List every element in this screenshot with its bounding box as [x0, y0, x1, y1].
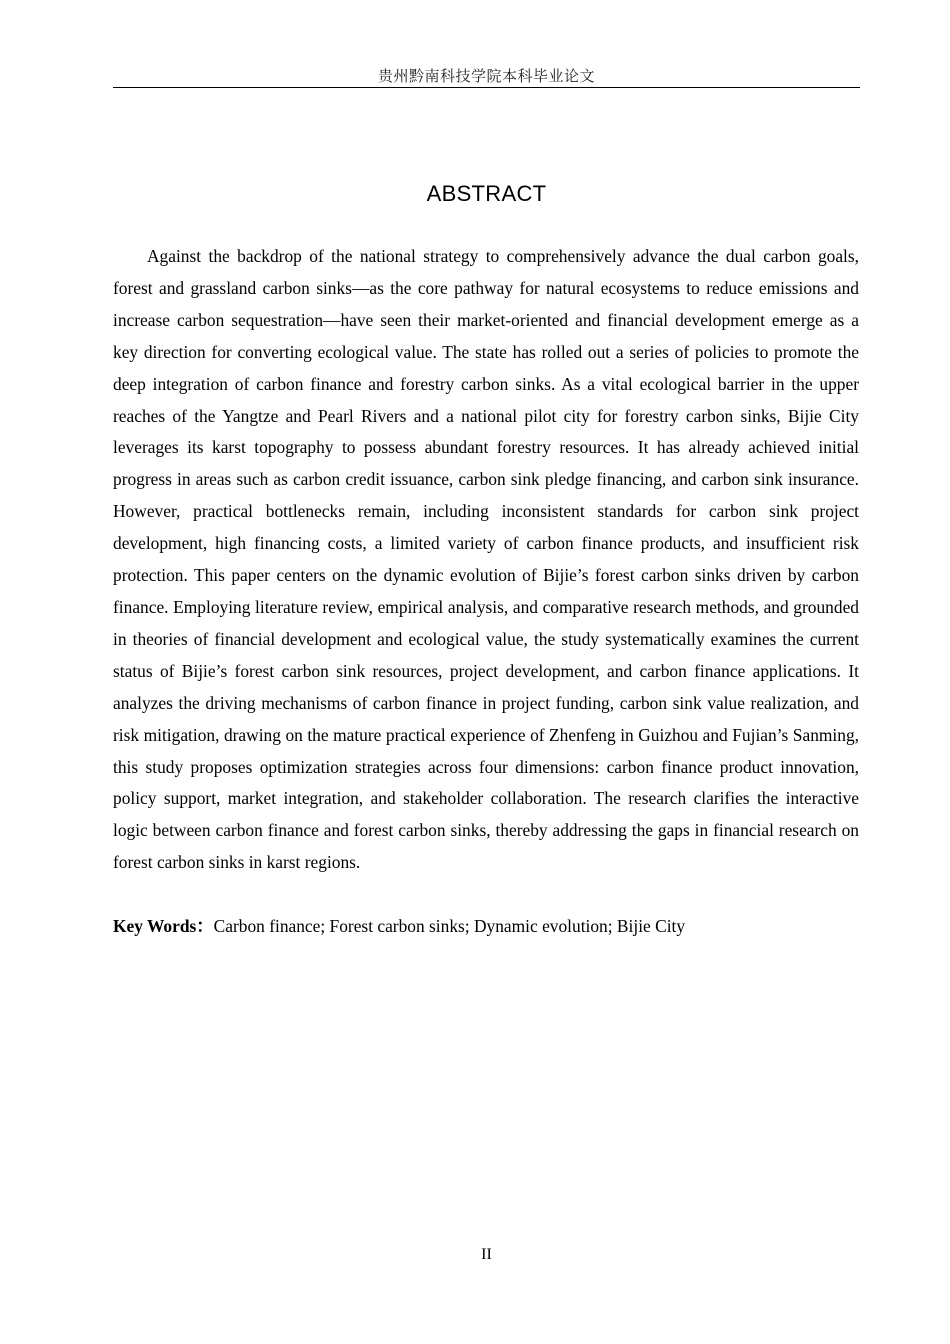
keywords-text: Carbon finance; Forest carbon sinks; Dynamic evolution; Bijie City: [213, 916, 686, 936]
abstract-paragraph: Against the backdrop of the national strategy to comprehensively advance the dual carbon goals, forest and grassland carbon sinks—as the core pathway for natural ecosystems to reduce emissions and increase carbon sequestration—have seen their market-oriented and financial development emerge as a key direction for converting ecological value. The state has rolled out a series of policies to promote the deep integration of carbon finance and forestry carbon sinks. As a vital ecological barrier in the upper reaches of the Yangtze and Pearl Rivers and a national pilot city for forestry carbon sinks, Bijie City leverages its karst topography to possess abundant forestry resources. It has already achieved initial progress in areas such as carbon credit issuance, carbon sink pledge financing, and carbon sink insurance. However, practical bottlenecks remain, including inconsistent standards for carbon sink project development, high financing costs, a limited variety of carbon finance products, and insufficient risk protection. This paper centers on the dynamic evolution of Bijie’s forest carbon sinks driven by carbon finance. Employing literature review, empirical analysis, and comparative research methods, and grounded in theories of financial development and ecological value, the study systematically examines the current status of Bijie’s forest carbon sink resources, project development, and carbon finance applications. It analyzes the driving mechanisms of carbon finance in project funding, carbon sink value realization, and risk mitigation, drawing on the mature practical experience of Zhenfeng in Guizhou and Fujian’s Sanming, this study proposes optimization strategies across four dimensions: carbon finance product innovation, policy support, market integration, and stakeholder collaboration. The research clarifies the interactive logic between carbon finance and forest carbon sinks, thereby addressing the gaps in financial research on forest carbon sinks in karst regions.: [113, 246, 859, 873]
page-number: II: [481, 1246, 492, 1263]
header-rule: [113, 87, 860, 88]
keywords-line: [113, 911, 859, 943]
running-header: 贵州黔南科技学院本科毕业论文: [377, 67, 595, 85]
abstract-title: ABSTRACT: [426, 181, 547, 206]
keywords-label: Key Words：: [113, 916, 214, 936]
